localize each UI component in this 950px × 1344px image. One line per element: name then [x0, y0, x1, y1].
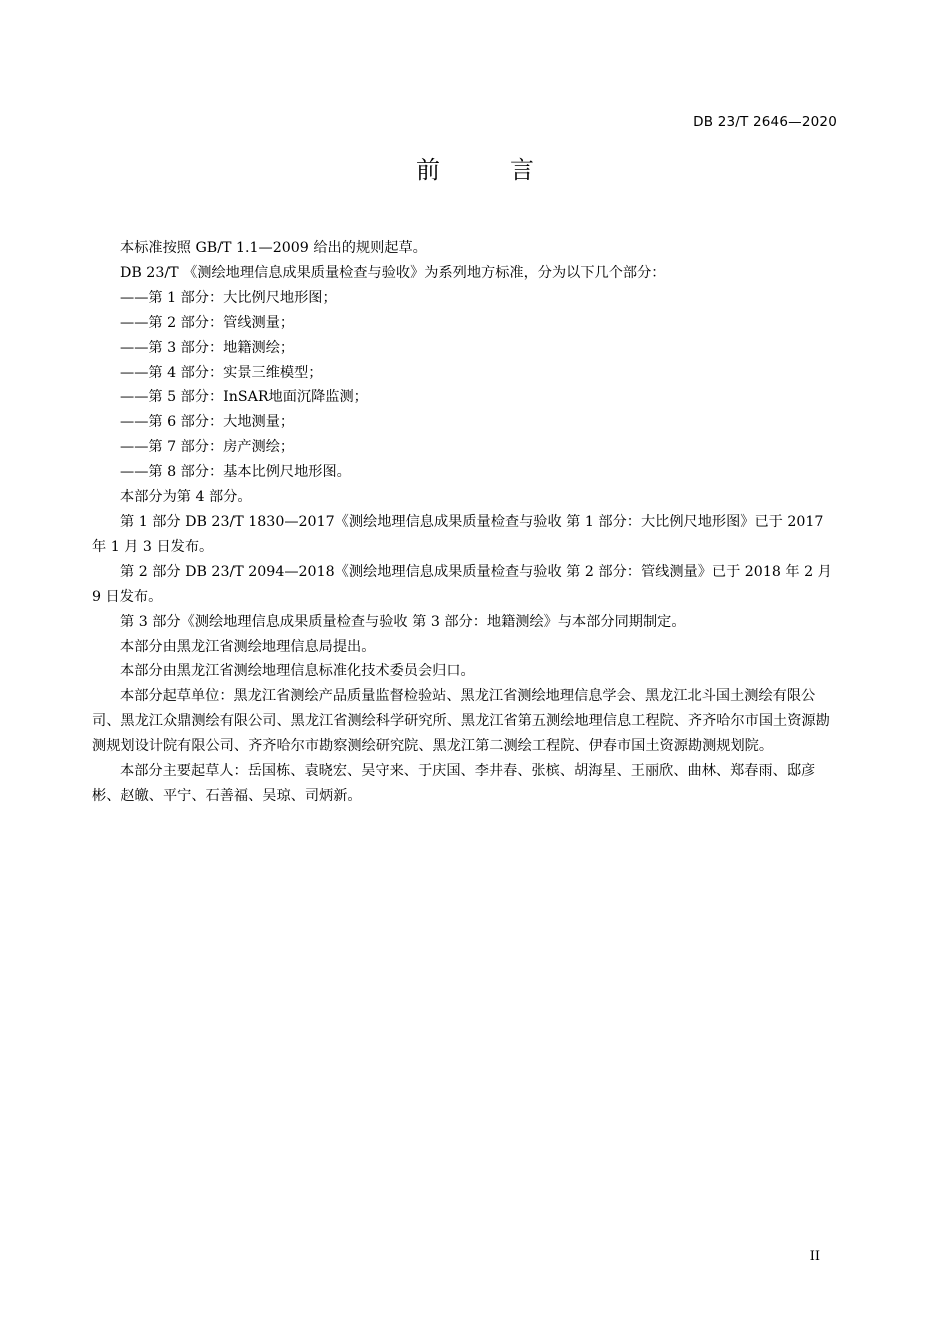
part-list-item: ——第 1 部分：大比例尺地形图；	[120, 289, 337, 306]
part-list-item: ——第 4 部分：实景三维模型；	[120, 364, 323, 381]
body-paragraph: 本部分为第 4 部分。	[120, 489, 252, 506]
body-paragraph: 第 1 部分 DB 23/T 1830—2017《测绘地理信息成果质量检查与验收 第 1 部分：大比例尺地形图》已于 2017 年 1 月 3 日发布。	[92, 513, 824, 555]
page-title	[0, 150, 950, 185]
part-list-item: ——第 8 部分：基本比例尺地形图。	[120, 464, 351, 481]
standard-code: DB 23/T 2646—2020	[693, 114, 837, 130]
preface-body	[92, 236, 838, 809]
intro-paragraph: 本标准按照 GB/T 1.1—2009 给出的规则起草。	[120, 240, 427, 256]
body-paragraph: 第 2 部分 DB 23/T 2094—2018《测绘地理信息成果质量检查与验收 第 2 部分：管线测量》已于 2018 年 2 月 9 日发布。	[92, 563, 832, 605]
body-paragraph: 本部分由黑龙江省测绘地理信息局提出。	[120, 638, 376, 655]
body-paragraph: 本部分由黑龙江省测绘地理信息标准化技术委员会归口。	[120, 663, 475, 680]
part-list-item: ——第 3 部分：地籍测绘；	[120, 339, 295, 356]
intro-paragraph: DB 23/T 《测绘地理信息成果质量检查与验收》为系列地方标准，分为以下几个部分：	[120, 264, 666, 281]
page-number: II	[809, 1249, 820, 1264]
part-list-item: ——第 5 部分：InSAR地面沉降监测；	[120, 389, 368, 406]
part-list-item: ——第 6 部分：大地测量；	[120, 414, 295, 431]
part-list-item: ——第 7 部分：房产测绘；	[120, 439, 295, 456]
title-char-1: 前	[416, 156, 440, 184]
title-char-2: 言	[510, 156, 534, 184]
drafting-units-paragraph: 本部分起草单位：黑龙江省测绘产品质量监督检验站、黑龙江省测绘地理信息学会、黑龙江北斗国土测绘有限公司、黑龙江众鼎测绘有限公司、黑龙江省测绘科学研究所、黑龙江省第五测绘地理信息工程院、齐齐哈尔市国土资源勘测规划设计院有限公司、齐齐哈尔市勘察测绘研究院、黑龙江第二测绘工程院、伊春市国土资源勘测规划院。	[92, 688, 830, 755]
part-list-item: ——第 2 部分：管线测量；	[120, 314, 295, 331]
drafters-paragraph: 本部分主要起草人：岳国栋、袁晓宏、吴守来、于庆国、李井春、张槟、胡海星、王丽欣、曲林、郑春雨、邸彦彬、赵皦、平宁、石善福、吴琼、司炳新。	[92, 763, 816, 804]
body-paragraph: 第 3 部分《测绘地理信息成果质量检查与验收 第 3 部分：地籍测绘》与本部分同期制定。	[120, 613, 686, 630]
